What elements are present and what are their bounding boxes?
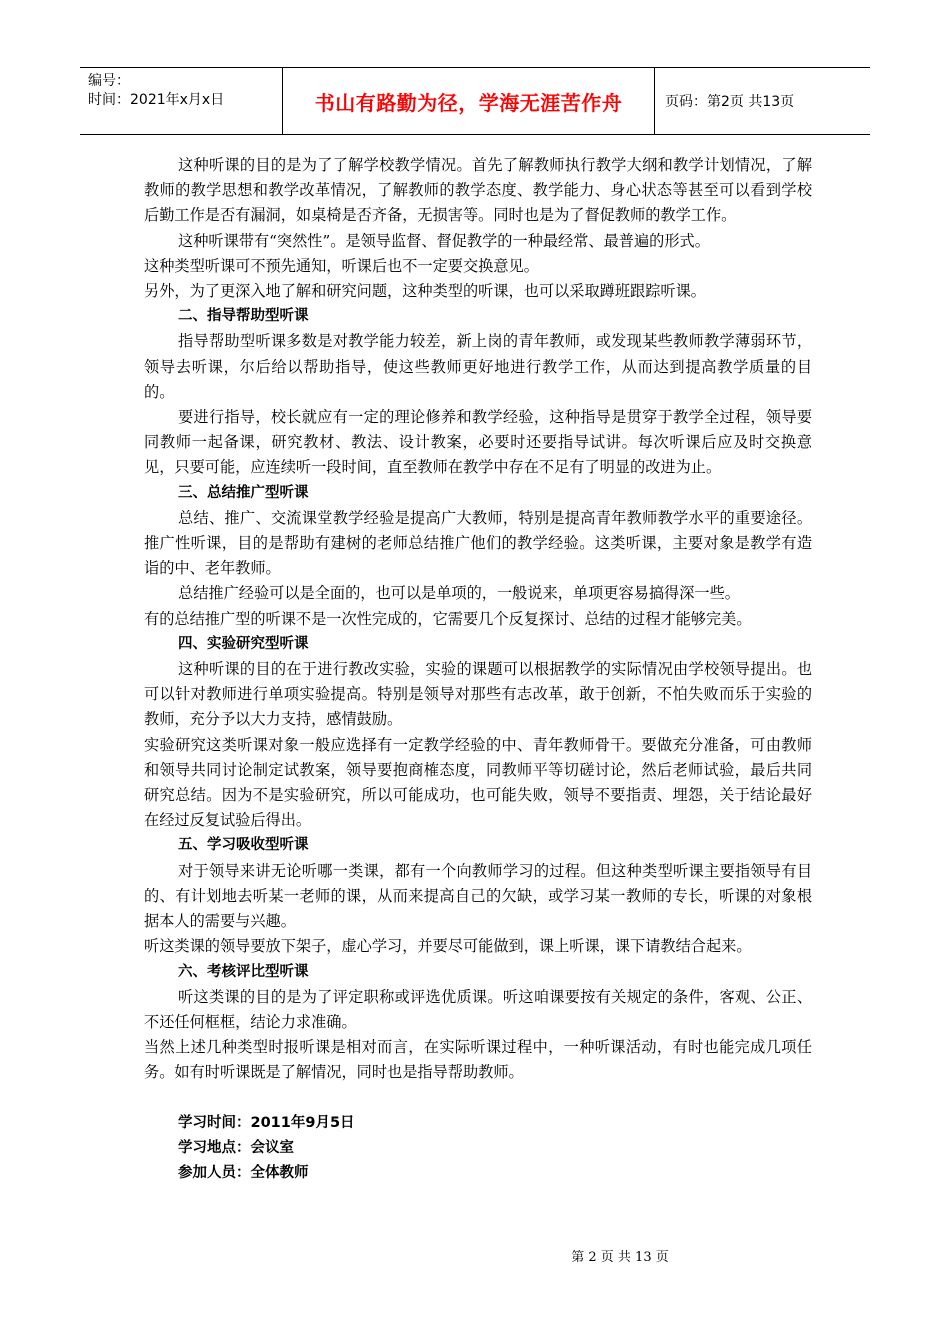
body-paragraph: 听这类课的领导要放下架子，虚心学习，并要尽可能做到，课上听课，课下请教结合起来。 [144,937,752,956]
date-label: 时间：2021年x月x日 [88,92,225,108]
section-heading: 四、实验研究型听课 [178,635,309,652]
body-paragraph: 这种类型听课可不预先通知，听课后也不一定要交换意见。 [144,256,539,275]
header-page-info: 页码：第2页 共13页 [665,94,795,110]
body-paragraph: 这种听课的目的是为了了解学校教学情况。首先了解教师执行教学大纲和教学计划情况，了解教师的教学思想和教学改革情况，了解教师的教学态度、教学能力、身心状态等甚至可以看到学校后勤工作是否有漏洞，如桌椅是否齐备，无损害等。同时也是为了督促教师的教学工作。 [144,156,812,225]
study-time-label: 学习时间：2011年9月5日 [178,1114,355,1131]
body-paragraph: 总结推广经验可以是全面的，也可以是单项的，一般说来，单项更容易搞得深一些。 [178,584,740,603]
body-paragraph: 当然上述几种类型时报听课是相对而言，在实际听课过程中，一种听课活动，有时也能完成几项任务。如有时听课既是了解情况，同时也是指导帮助教师。 [144,1038,812,1082]
section-heading: 三、总结推广型听课 [178,484,309,501]
body-paragraph: 听这类课的目的是为了评定职称或评选优质课。听这咱课要按有关规定的条件，客观、公正、不还任何框框，结论力求准确。 [144,987,812,1031]
study-place-label: 学习地点：会议室 [178,1139,294,1156]
header-info-cell [80,68,283,134]
body-paragraph: 有的总结推广型的听课不是一次性完成的，它需要几个反复探讨、总结的过程才能够完美。 [144,609,752,628]
body-paragraph: 实验研究这类听课对象一般应选择有一定教学经验的中、青年教师骨干。要做充分准备，可由教师和领导共同讨论制定试教案，领导要抱商榷态度，同教师平等切磋讨论，然后老师试验，最后共同研究总结。因为不是实验研究，所以可能成功，也可能失败，领导不要指责、埋怨，关于结论最好在经过反复试验后得出。 [144,735,812,830]
serial-number-label: 编号： [88,73,130,89]
body-paragraph: 指导帮助型听课多数是对教学能力较差，新上岗的青年教师，或发现某些教师教学薄弱环节，领导去听课，尔后给以帮助指导，使这些教师更好地进行教学工作，从而达到提高教学质量的目的。 [144,332,812,401]
body-paragraph: 另外，为了更深入地了解和研究问题，这种类型的听课，也可以采取蹲班跟踪听课。 [144,282,706,301]
body-paragraph: 对于领导来讲无论听哪一类课，都有一个向教师学习的过程。但这种类型听课主要指领导有目的、有计划地去听某一老师的课，从而来提高自己的欠缺，或学习某一教师的专长，听课的对象根据本人的需要与兴趣。 [144,861,812,931]
body-paragraph: 这种听课带有“突然性”。是领导监督、督促教学的一种最经常、最普遍的形式。 [178,231,710,250]
section-heading: 二、指导帮助型听课 [178,308,309,325]
page-footer: 第 2 页 共 13 页 [571,1250,669,1265]
document-body [144,153,812,1186]
body-paragraph: 这种听课的目的在于进行教改实验，实验的课题可以根据教学的实际情况由学校领导提出。也可以针对教师进行单项实验提高。特别是领导对那些有志改革，敢于创新，不怕失败而乐于实验的教师，充分予以大力支持，感情鼓励。 [144,660,812,729]
meta-spacer [144,1086,812,1111]
section-heading: 六、考核评比型听课 [178,963,309,980]
header-motto: 书山有路勤为径，学海无涯苦作舟 [283,68,655,134]
body-paragraph: 总结、推广、交流课堂教学经验是提高广大教师，特别是提高青年教师教学水平的重要途径。推广性听课，目的是帮助有建树的老师总结推广他们的教学经验。这类听课，主要对象是教学有造诣的中、老年教师。 [144,508,812,578]
body-paragraph: 要进行指导，校长就应有一定的理论修养和教学经验，这种指导是贯穿于教学全过程，领导要同教师一起备课，研究教材、教法、设计教案，必要时还要指导试讲。每次听课后应及时交换意见，只要可能，应连续听一段时间，直至教师在教学中存在不足有了明显的改进为止。 [144,408,812,477]
section-heading: 五、学习吸收型听课 [178,837,309,854]
participants-label: 参加人员：全体教师 [178,1164,309,1181]
document-header [80,67,870,135]
